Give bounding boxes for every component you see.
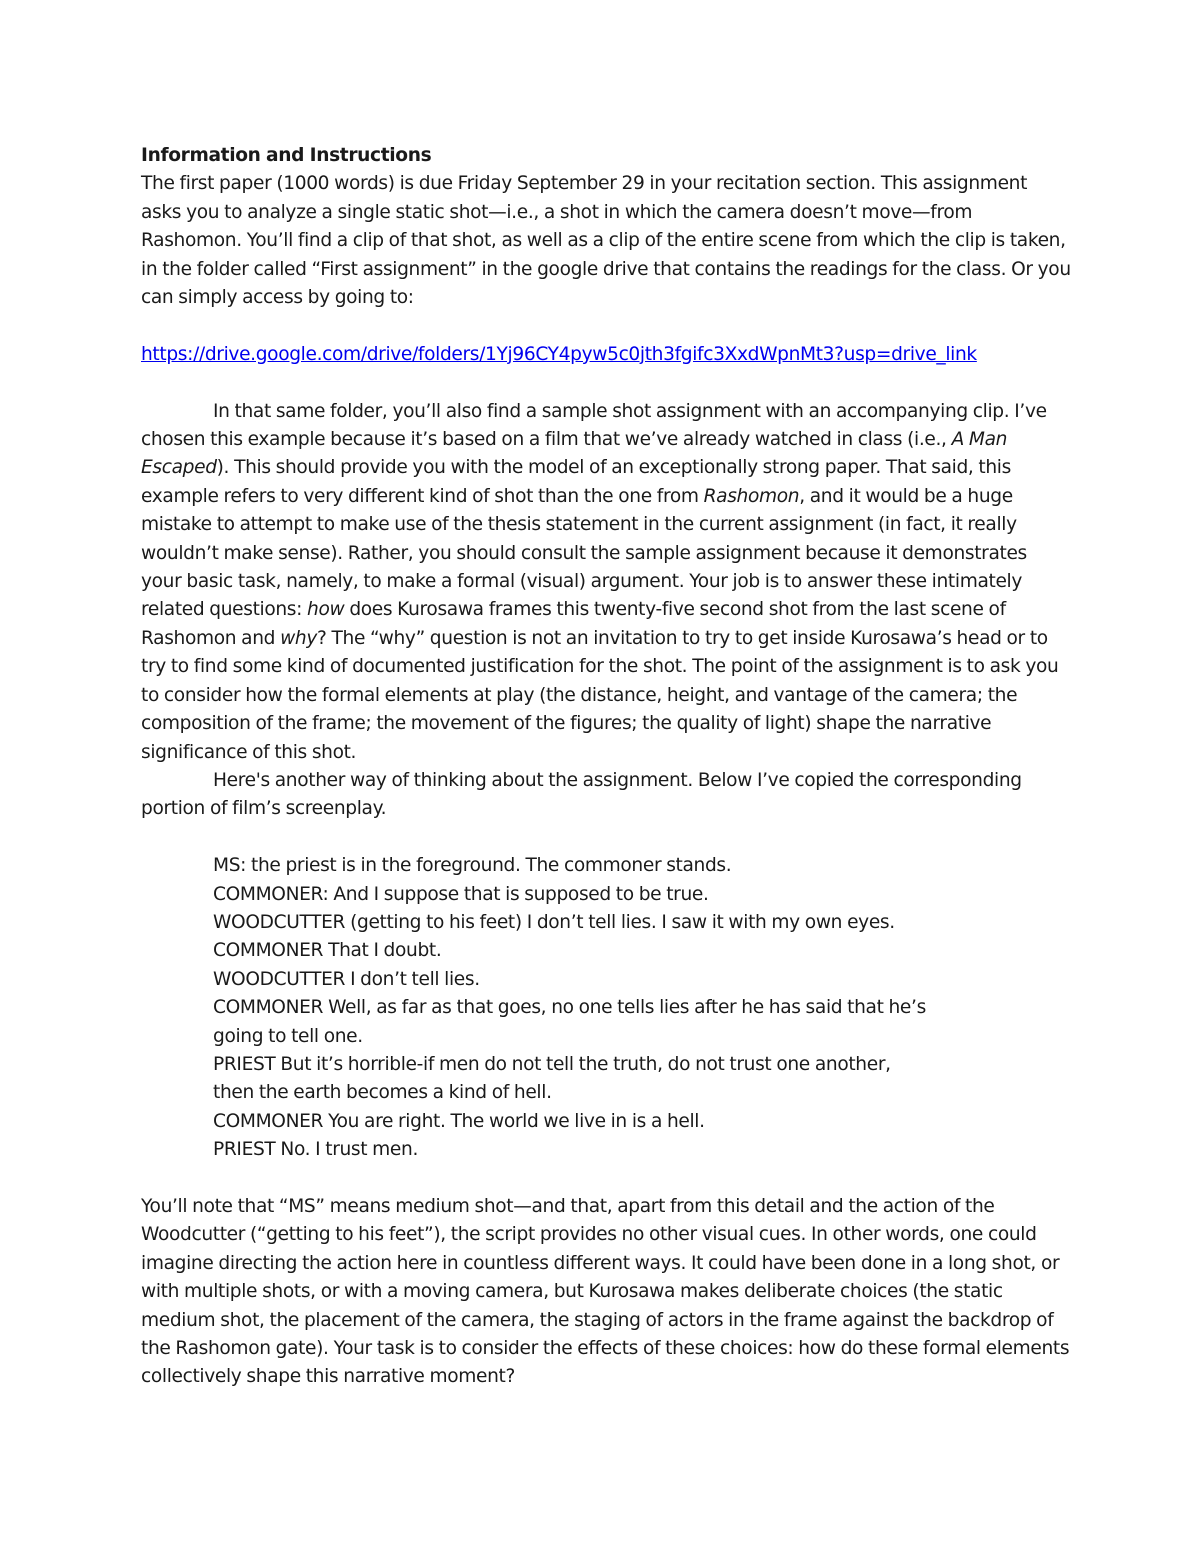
para2-italic-rashomon: Rashomon: [703, 485, 800, 507]
script-line: going to tell one.: [213, 1025, 363, 1047]
para2-text-4: does Kurosawa frames this twenty-five second shot from the last scene of Rashomon and: [141, 599, 1006, 649]
script-line: COMMONER You are right. The world we live in is a hell.: [213, 1110, 705, 1132]
para2-text-2: ). This should provide you with the model of an exceptionally strong paper. That said, this example refers to very different kind of shot than the one from: [141, 457, 1011, 507]
para2-text-3: , and it would be a huge mistake to attempt to make use of the thesis statement in the current assignment (in fact, it really wouldn’t make sense). Rather, you should consult the sample assignment because it demonstrates your basic task, namely, to make a formal (visual) argument. Your job is to answer these intimately related questions:: [141, 485, 1027, 621]
para2-italic-film-title: A Man Escaped: [141, 429, 1008, 479]
document-body: [141, 142, 1071, 1392]
script-line: PRIEST No. I trust men.: [213, 1139, 419, 1161]
para2-italic-why: why: [280, 627, 318, 649]
script-line: COMMONER: And I suppose that is supposed to be true.: [213, 883, 709, 905]
script-line: COMMONER That I doubt.: [213, 940, 442, 962]
script-line: then the earth becomes a kind of hell.: [213, 1082, 552, 1104]
screenplay-intro-paragraph: Here's another way of thinking about the assignment. Below I’ve copied the corresponding portion of film’s screenplay.: [141, 769, 1022, 820]
drive-folder-link[interactable]: https://drive.google.com/drive/folders/1Yj96CY4pyw5c0jth3fgifc3XxdWpnMt3?usp=drive_link: [141, 343, 977, 365]
closing-paragraph: You’ll note that “MS” means medium shot—and that, apart from this detail and the action of the Woodcutter (“getting to his feet”), the script provides no other visual cues. In other words, one could imagine directing the action here in countless different ways. It could have been done in a long shot, or with multiple shots, or with a moving camera, but Kurosawa makes deliberate choices (the static medium shot, the placement of the camera, the staging of actors in the frame against the backdrop of the Rashomon gate). Your task is to consider the effects of these choices: how do these formal elements collectively shape this narrative moment?: [141, 1195, 1070, 1388]
script-line: WOODCUTTER (getting to his feet) I don’t tell lies. I saw it with my own eyes.: [213, 911, 895, 933]
para2-text-1: In that same folder, you’ll also find a sample shot assignment with an accompanying clip. I’ve chosen this example because it’s based on a film that we’ve already watched in class (i.e.,: [141, 400, 1047, 451]
para2-text-5: ? The “why” question is not an invitation to try to get inside Kurosawa’s head or to try to find some kind of documented justification for the shot. The point of the assignment is to ask you to consider how the formal elements at play (the distance, height, and vantage of the camera; the composition of the frame; the movement of the figures; the quality of light) shape the narrative significance of this shot.: [141, 627, 1059, 763]
script-line: WOODCUTTER I don’t tell lies.: [213, 968, 480, 990]
drive-link-line: [141, 341, 1071, 369]
script-line: MS: the priest is in the foreground. The commoner stands.: [213, 855, 732, 877]
script-line: PRIEST But it’s horrible-if men do not tell the truth, do not trust one another,: [213, 1053, 891, 1075]
para2-italic-how: how: [307, 599, 345, 621]
intro-paragraph: The first paper (1000 words) is due Friday September 29 in your recitation section. This assignment asks you to analyze a single static shot—i.e., a shot in which the camera doesn’t move—from Rashomon. You’ll find a clip of that shot, as well as a clip of the entire scene from which the clip is taken, in the folder called “First assignment” in the google drive that contains the readings for the class. Or you can simply access by going to:: [141, 173, 1071, 309]
screenplay-excerpt: [213, 852, 1071, 1164]
script-line: COMMONER Well, as far as that goes, no one tells lies after he has said that he’s: [213, 997, 926, 1019]
section-heading: Information and Instructions: [141, 145, 432, 166]
sample-assignment-paragraph: [141, 398, 1071, 767]
